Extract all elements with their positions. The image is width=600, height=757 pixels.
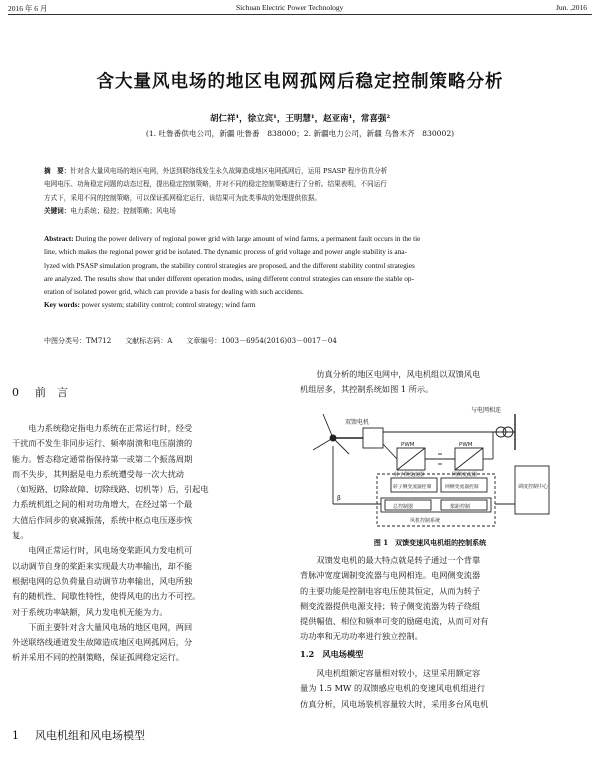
section-0-title: 前 言 — [35, 386, 68, 399]
keywords-en: power system; stability control; control strategy; wind farm — [81, 300, 256, 310]
text-line: 根据电网的总负荷量自动调节功率输出，风电所独 — [12, 575, 193, 586]
figure-1-caption: 图 1 双馈变速风电机组的控制系统 — [373, 538, 487, 547]
abstract-en-label: Abstract: — [44, 234, 74, 243]
text-line: 风电机组额定容量相对较小，这里采用额定容 — [316, 668, 481, 678]
text-line: 析并采用不同的控制策略，保证孤网稳定运行。 — [12, 652, 184, 663]
subsection-1-2-heading: 1.2 风电场模型 — [300, 649, 364, 659]
abstract-en-line: line, which makes the regional power grid be isolated. The dynamic process of grid voltage and power angle stability is ana- — [44, 247, 407, 257]
text-line: 机组居多，其控制系统如图 1 所示。 — [300, 384, 434, 395]
dispatch-center-label: 调度控制中心 — [518, 484, 549, 490]
section-1-title: 风电机组和风电场模型 — [35, 729, 145, 742]
main-ctrl-label: 总控制器 — [393, 504, 414, 510]
text-line: 双馈发电机的最大特点就是转子通过一个背靠 — [316, 555, 481, 565]
affiliation: (1. 吐鲁番供电公司，新疆 吐鲁番 838000；2. 新疆电力公司，新疆 乌鲁木齐 830002) — [145, 129, 455, 138]
text-line: 大值后作同步的衰减振荡，系统中枢点电压逐步恢 — [12, 514, 193, 525]
grid-converter-label: 网侧变流器 — [452, 472, 478, 478]
converter-diagonal — [397, 448, 425, 470]
abstract-cn — [44, 165, 558, 218]
generator-box — [363, 428, 383, 448]
paragraph-dfig — [300, 553, 560, 645]
text-line: 电网正常运行时，风电场变桨距风力发电机可 — [28, 545, 193, 556]
abstract-en — [44, 232, 558, 312]
converter-diagonal — [455, 448, 483, 470]
abstract-cn-line: 方式下，采用不同的控制策略，可以保证孤网稳定运行，该结果可为此类事故的处理提供依据。 — [44, 193, 321, 202]
abstract-en-line: During the power delivery of regional power grid with large amount of wind farms, a permanent fault occurs in the tie — [75, 234, 421, 243]
text-line: 背脉冲宽度调制变流器与电网相连。电网侧变流器 — [300, 570, 481, 581]
section-1-heading — [12, 727, 145, 743]
paragraph-wind-farm-model — [300, 666, 560, 712]
paragraph-intro-2 — [12, 543, 280, 619]
header-journal: Sichuan Electric Power Technology — [236, 3, 344, 12]
text-line: 以动调节自身的桨距来实现最大功率输出，却不能 — [12, 560, 193, 571]
abstract-cn-label: 摘 要： — [44, 167, 71, 175]
text-line: 对于系统功率缺额，风力发电机无能为力。 — [12, 606, 168, 617]
turbine-blade — [313, 438, 333, 450]
paragraph-intro-3 — [12, 620, 280, 666]
abstract-en-line: eration of isolated power grid, which can provide a basis for dealing with such accidents. — [44, 287, 304, 297]
turbine-hub — [330, 435, 336, 441]
text-line: 有的随机性、间歇性特性，使得风电的出力不可控。 — [12, 591, 201, 602]
text-line: 侧变流器提供电源支持；转子侧变流器为转子绕组 — [300, 600, 481, 611]
text-line: 仿真分析，风电场装机容量较大时，采用多台风电机 — [300, 698, 489, 709]
grid-ctrl-label: 网侧变流器控制 — [445, 485, 479, 490]
abstract-cn-line: 电网电压、功角稳定问题的动态过程，提出稳定控制策略，并对不同的稳定控制策略进行了分析。结果表明，不同运行 — [44, 180, 387, 189]
keywords-en-label: Key words: — [44, 300, 80, 310]
keywords-cn-label: 关键词： — [44, 206, 71, 215]
text-line: 下面主要针对含大量风电场的地区电网，两回 — [28, 621, 193, 632]
header-rule — [8, 14, 592, 15]
keywords-cn: 电力系统；稳控；控制策略；风电场 — [70, 206, 176, 215]
dispatch-center-box — [515, 466, 549, 514]
figure-1-diagram — [305, 404, 565, 534]
text-line: 而不失步，其判据是电力系统遭受每一次大扰动 — [12, 468, 184, 479]
text-line: 仿真分析的地区电网中，风电机组以双馈风电 — [316, 369, 481, 379]
pwm-label-rotor: PWM — [401, 442, 415, 448]
grid-label: 与电网相连 — [471, 407, 502, 414]
section-0-heading — [12, 384, 68, 400]
abstract-en-line: lyzed with PSASP simulation program, the stability control strategies are proposed, and the different stability control strategies — [44, 260, 415, 270]
section-0-number: 0 — [12, 386, 19, 399]
pitch-ctrl-label: 桨距控制 — [450, 504, 471, 510]
rotor-ctrl-label: 转子侧变流器控制 — [393, 485, 432, 490]
text-line: 干扰而不发生非同步运行、频率崩溃和电压崩溃的 — [12, 438, 193, 449]
wind-ctrl-system-label: 风机控制系统 — [410, 518, 441, 524]
text-line: 力系统机组之间的相对功角增大，在经过第一个最 — [12, 499, 193, 510]
paragraph-intro-1 — [12, 421, 280, 543]
text-line: 的主要功能是控制电容电压使其恒定，从而为转子 — [300, 585, 481, 596]
text-line: 外送联络线通道发生故障造成地区电网孤网后，分 — [12, 637, 193, 648]
header-issue: Jun. ,2016 — [556, 3, 588, 12]
right-column-body-2 — [300, 666, 560, 712]
abstract-en-line: are analyzed. The results show that under different operation modes, using different control strategies can ensure the stable op- — [44, 273, 414, 283]
header-date: 2016 年 6 月 — [8, 4, 48, 13]
right-column-body — [300, 553, 560, 645]
text-line: 量为 1.5 MW 的双馈感应电机的变速风电机组进行 — [300, 683, 486, 694]
text-line: 提供幅值、相位和频率可变的励磁电流，从而可对有 — [300, 616, 489, 627]
generator-label: 双馈电机 — [345, 419, 370, 426]
rotor-line — [383, 444, 397, 459]
section-1-number: 1 — [12, 729, 19, 742]
beta-label: β — [337, 495, 341, 502]
right-column-intro — [300, 367, 560, 398]
pwm-label-grid: PWM — [459, 442, 473, 448]
abstract-cn-line: 针对含大量风电场的地区电网，外送到联络线发生永久故障造成地区电网孤网后，运用 PSASP 程序仿真分析 — [70, 167, 388, 175]
left-column — [12, 421, 280, 666]
text-line: 功功率和无功功率进行独立控制。 — [300, 631, 423, 642]
classification-line: 中图分类号：TM712 文献标志码：A 文章编号：1003－6954(2016)03－0017－04 — [44, 337, 337, 345]
paper-title: 含大量风电场的地区电网孤网后稳定控制策略分析 — [96, 72, 504, 92]
text-line: （如短路、切除故障、切除线路、切机等）后，引起电 — [12, 484, 209, 495]
text-line: 能力。暂态稳定通常指保持第一或第二个振荡周期 — [12, 453, 193, 464]
rotor-converter-label: 转子侧变流器 — [394, 472, 425, 478]
author-list: 胡仁祥¹，徐立宾¹，王明慧¹，赵亚南¹，常喜强² — [209, 114, 391, 124]
text-line: 电力系统稳定指电力系统在正常运行时，经受 — [28, 423, 193, 433]
turbine-blade — [323, 414, 333, 438]
text-line: 复。 — [12, 530, 29, 541]
